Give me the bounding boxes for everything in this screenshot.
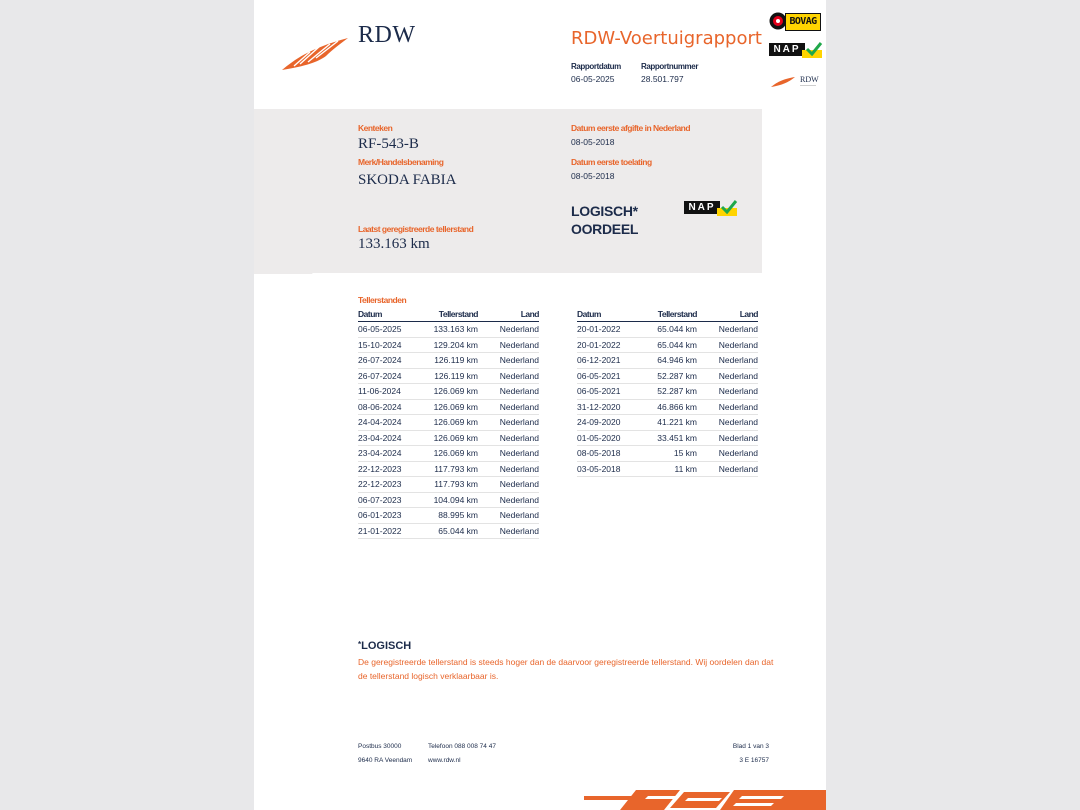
reading-country: Nederland xyxy=(478,337,539,353)
reading-date: 23-04-2024 xyxy=(358,430,420,446)
reading-km: 126.069 km xyxy=(420,415,478,431)
footer-phone: Telefoon 088 008 74 47 xyxy=(428,743,496,750)
reading-km: 11 km xyxy=(639,461,697,477)
reading-km: 65.044 km xyxy=(639,337,697,353)
reading-country: Nederland xyxy=(478,461,539,477)
reading-km: 104.094 km xyxy=(420,492,478,508)
readings-table-right xyxy=(577,308,758,477)
verdict xyxy=(571,202,638,238)
reading-km: 65.044 km xyxy=(420,523,478,539)
reading-country: Nederland xyxy=(697,399,758,415)
reading-km: 126.069 km xyxy=(420,384,478,400)
table-row xyxy=(577,322,758,338)
note-title: *LOGISCH xyxy=(358,640,412,652)
reading-km: 15 km xyxy=(639,446,697,462)
reading-country: Nederland xyxy=(478,368,539,384)
reading-km: 117.793 km xyxy=(420,461,478,477)
footer-page: Blad 1 van 3 xyxy=(732,743,769,750)
reading-date: 26-07-2024 xyxy=(358,353,420,369)
readings-table-left xyxy=(358,308,539,539)
reading-date: 21-01-2022 xyxy=(358,523,420,539)
table-row xyxy=(358,353,539,369)
reading-country: Nederland xyxy=(697,384,758,400)
reading-km: 126.069 km xyxy=(420,399,478,415)
col-date: Datum xyxy=(577,308,639,322)
reading-country: Nederland xyxy=(697,353,758,369)
table-row xyxy=(577,353,758,369)
reading-date: 06-05-2021 xyxy=(577,368,639,384)
table-row xyxy=(358,492,539,508)
brand-name: RDW xyxy=(358,22,416,48)
table-row xyxy=(358,477,539,493)
table-row xyxy=(358,384,539,400)
table-row xyxy=(577,461,758,477)
table-row xyxy=(358,523,539,539)
make-label: Merk/Handelsbenaming xyxy=(358,157,444,167)
table-row xyxy=(358,415,539,431)
table-row xyxy=(577,430,758,446)
reading-country: Nederland xyxy=(478,415,539,431)
reading-date: 06-12-2021 xyxy=(577,353,639,369)
report-number: 28.501.797 xyxy=(641,74,684,84)
reading-country: Nederland xyxy=(697,446,758,462)
reading-country: Nederland xyxy=(697,430,758,446)
col-country: Land xyxy=(697,308,758,322)
report-number-label: Rapportnummer xyxy=(641,62,699,71)
reading-date: 24-09-2020 xyxy=(577,415,639,431)
reading-date: 01-05-2020 xyxy=(577,430,639,446)
report-title: RDW-Voertuigrapport xyxy=(571,28,762,49)
col-date: Datum xyxy=(358,308,420,322)
reading-country: Nederland xyxy=(697,461,758,477)
footer-address-1: Postbus 30000 xyxy=(358,743,402,750)
table-row xyxy=(358,368,539,384)
plate-label: Kenteken xyxy=(358,123,393,133)
panel-tab-notch xyxy=(254,262,334,274)
table-row xyxy=(358,322,539,338)
reading-km: 46.866 km xyxy=(639,399,697,415)
reading-country: Nederland xyxy=(478,492,539,508)
reading-country: Nederland xyxy=(478,523,539,539)
reading-km: 126.069 km xyxy=(420,430,478,446)
reading-date: 26-07-2024 xyxy=(358,368,420,384)
footer-code: 3 E 16757 xyxy=(739,757,769,764)
table-row xyxy=(358,399,539,415)
report-page xyxy=(254,0,826,810)
reading-date: 15-10-2024 xyxy=(358,337,420,353)
reading-km: 33.451 km xyxy=(639,430,697,446)
first-admit-label: Datum eerste toelating xyxy=(571,157,652,167)
reading-km: 126.119 km xyxy=(420,368,478,384)
reading-country: Nederland xyxy=(478,399,539,415)
col-km: Tellerstand xyxy=(420,308,478,322)
reading-date: 08-05-2018 xyxy=(577,446,639,462)
reading-date: 20-01-2022 xyxy=(577,337,639,353)
decorative-stripes xyxy=(584,786,826,810)
reading-date: 31-12-2020 xyxy=(577,399,639,415)
table-row xyxy=(358,508,539,524)
readings-title: Tellerstanden xyxy=(358,295,407,305)
table-row xyxy=(358,446,539,462)
table-row xyxy=(577,415,758,431)
reading-date: 20-01-2022 xyxy=(577,322,639,338)
last-odo-label: Laatst geregistreerde tellerstand xyxy=(358,224,474,234)
reading-km: 52.287 km xyxy=(639,384,697,400)
reading-country: Nederland xyxy=(697,337,758,353)
report-date-label: Rapportdatum xyxy=(571,62,621,71)
report-date: 06-05-2025 xyxy=(571,74,615,84)
last-odo-value: 133.163 km xyxy=(358,236,430,252)
nap-logo: NAP xyxy=(769,41,823,59)
reading-country: Nederland xyxy=(478,508,539,524)
table-row xyxy=(358,461,539,477)
table-row xyxy=(577,337,758,353)
reading-country: Nederland xyxy=(697,415,758,431)
make-value: SKODA FABIA xyxy=(358,172,457,188)
reading-date: 22-12-2023 xyxy=(358,461,420,477)
reading-date: 08-06-2024 xyxy=(358,399,420,415)
reading-date: 11-06-2024 xyxy=(358,384,420,400)
reading-country: Nederland xyxy=(478,477,539,493)
nap-verdict-logo: NAP xyxy=(684,199,738,217)
footer-address-2: 9640 RA Veendam xyxy=(358,757,413,764)
rdw-feather-logo xyxy=(280,36,350,72)
reading-date: 23-04-2024 xyxy=(358,446,420,462)
note-text: De geregistreerde tellerstand is steeds hoger dan de daarvoor geregistreerde tellerstand. Wij oordelen dan dat de tellerstand logisch verklaarbaar is. xyxy=(358,657,774,681)
reading-country: Nederland xyxy=(697,368,758,384)
footer-web: www.rdw.nl xyxy=(428,757,461,764)
summary-panel xyxy=(254,109,762,273)
col-km: Tellerstand xyxy=(639,308,697,322)
reading-country: Nederland xyxy=(697,322,758,338)
reading-km: 52.287 km xyxy=(639,368,697,384)
table-row xyxy=(358,430,539,446)
reading-km: 117.793 km xyxy=(420,477,478,493)
reading-km: 133.163 km xyxy=(420,322,478,338)
reading-km: 126.119 km xyxy=(420,353,478,369)
reading-date: 24-04-2024 xyxy=(358,415,420,431)
table-row xyxy=(577,384,758,400)
col-country: Land xyxy=(478,308,539,322)
table-row xyxy=(577,446,758,462)
reading-country: Nederland xyxy=(478,430,539,446)
table-row xyxy=(577,368,758,384)
reading-country: Nederland xyxy=(478,322,539,338)
reading-km: 126.069 km xyxy=(420,446,478,462)
first-admit-value: 08-05-2018 xyxy=(571,171,615,181)
reading-country: Nederland xyxy=(478,446,539,462)
verdict-line-1: LOGISCH* xyxy=(571,203,638,219)
reading-km: 88.995 km xyxy=(420,508,478,524)
reading-km: 64.946 km xyxy=(639,353,697,369)
bovag-logo: BOVAG xyxy=(769,12,821,30)
reading-date: 22-12-2023 xyxy=(358,477,420,493)
reading-km: 129.204 km xyxy=(420,337,478,353)
reading-km: 41.221 km xyxy=(639,415,697,431)
plate-value: RF-543-B xyxy=(358,136,419,152)
table-row xyxy=(358,337,539,353)
reading-date: 06-05-2025 xyxy=(358,322,420,338)
reading-date: 06-01-2023 xyxy=(358,508,420,524)
first-nl-value: 08-05-2018 xyxy=(571,137,615,147)
first-nl-label: Datum eerste afgifte in Nederland xyxy=(571,123,691,133)
verdict-line-2: OORDEEL xyxy=(571,221,639,237)
rdw-small-logo: RDW xyxy=(770,74,822,90)
reading-km: 65.044 km xyxy=(639,322,697,338)
reading-country: Nederland xyxy=(478,384,539,400)
reading-date: 06-05-2021 xyxy=(577,384,639,400)
reading-date: 06-07-2023 xyxy=(358,492,420,508)
table-row xyxy=(577,399,758,415)
reading-country: Nederland xyxy=(478,353,539,369)
reading-date: 03-05-2018 xyxy=(577,461,639,477)
